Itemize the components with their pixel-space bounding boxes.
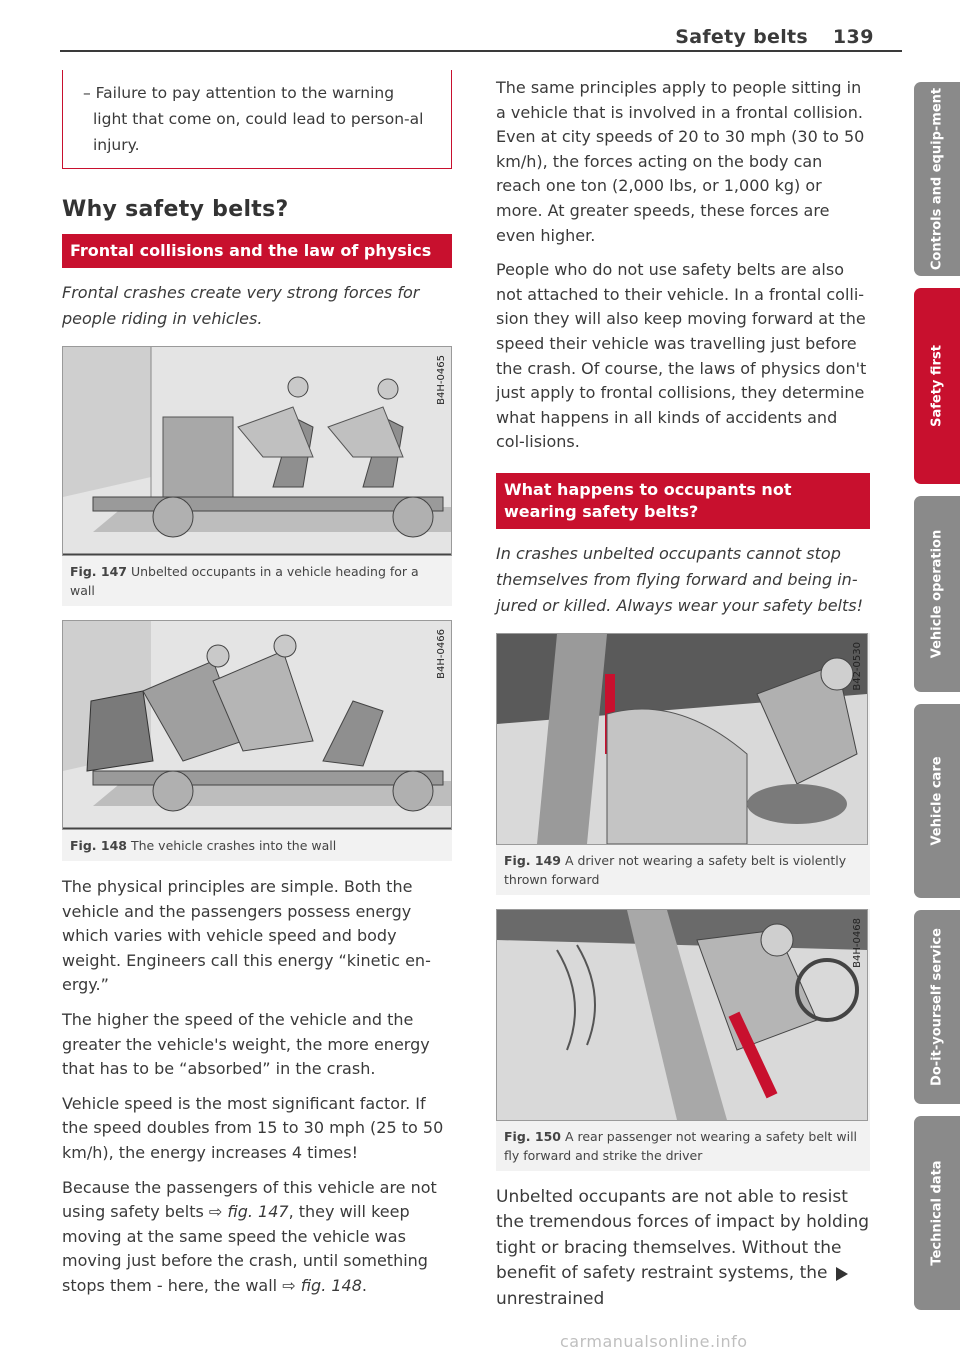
figure-label: Fig. 150 (504, 1128, 561, 1144)
subsection-band: What happens to occupants not wearing safety belts? (496, 473, 870, 529)
continue-arrow-icon (836, 1267, 848, 1281)
paragraph-text: . (361, 1275, 367, 1295)
paragraph-text: Because the passengers of this vehicle are not using safety belts (62, 1177, 437, 1222)
crash-illustration-icon (63, 621, 451, 829)
paragraph: The physical principles are simple. Both the vehicle and the passengers possess energy which varies with vehicle speed and body weight. Engineers call this energy “kinetic en-ergy.” (62, 877, 431, 995)
sled-illustration-icon (63, 347, 451, 555)
intro-text: In crashes unbelted occupants cannot stop themselves from flying forward and being in-jured or killed. Always wear your safety belts! (496, 543, 864, 615)
tab-label: Controls and equip-ment (929, 87, 945, 271)
paragraph-text: , they will keep moving at the same speed the vehicle was moving just before the crash, until something stops them - here, the wall (62, 1202, 428, 1295)
figure-147-illustration (62, 346, 452, 556)
paragraph: Unbelted occupants are not able to resist the tremendous forces of impact by holding tight or bracing themselves. Without the benefit of safety restraint systems, the unrestrained (496, 1186, 870, 1309)
figure-code: B4H-0465 (436, 355, 447, 405)
figure-caption (62, 830, 452, 855)
paragraph: The higher the speed of the vehicle and the greater the vehicle's weight, the more energy that has to be “absorbed” in the crash. (62, 1009, 430, 1079)
watermark: carmanualsonline.info (560, 1332, 748, 1351)
figure-caption-text: A rear passenger not wearing a safety belt will fly forward and strike the driver (504, 1128, 858, 1163)
figure-caption-text: The vehicle crashes into the wall (130, 838, 337, 853)
section-title: Why safety belts? (62, 197, 289, 222)
right-column (496, 76, 870, 1322)
figure-150-illustration (496, 909, 868, 1121)
figure-code: B4H-0468 (852, 917, 863, 968)
figure-label: Fig. 147 (70, 564, 127, 579)
tab-label: Do-it-yourself service (929, 928, 945, 1086)
figure-label: Fig. 148 (70, 838, 127, 853)
figure-147 (62, 346, 452, 606)
warning-box (62, 70, 452, 169)
figure-code: B42-0530 (852, 641, 863, 691)
tab-label: Safety first (929, 345, 945, 427)
figure-label: Fig. 149 (504, 852, 561, 868)
tab-vehicle-care[interactable] (914, 704, 960, 898)
figure-148 (62, 620, 452, 861)
rear-passenger-illustration-icon (497, 910, 867, 1120)
running-title: Safety belts (675, 26, 808, 48)
driver-illustration-icon (497, 634, 867, 844)
tab-safety-first[interactable] (914, 288, 960, 484)
left-column (62, 70, 452, 1309)
warning-item: – Failure to pay attention to the warning light that come on, could lead to person-al injury. (83, 84, 424, 154)
paragraph: People who do not use safety belts are also not attached to their vehicle. In a frontal colli-sion they will also keep moving forward at the speed their vehicle was travelling just before the crash. Of course, the laws of physics don't just apply to frontal collisions, they determine what happens in all kinds of accidents and col-lisions. (496, 260, 867, 452)
intro-text: Frontal crashes create very strong forces for people riding in vehicles. (62, 283, 420, 328)
figure-caption-text: Unbelted occupants in a vehicle heading for a wall (70, 564, 419, 598)
figure-150 (496, 909, 870, 1171)
figure-code: B4H-0466 (436, 629, 447, 679)
tab-technical-data[interactable] (914, 1116, 960, 1310)
subsection-band: Frontal collisions and the law of physics (62, 234, 452, 268)
figure-caption (496, 845, 870, 889)
paragraph: Vehicle speed is the most significant factor. If the speed doubles from 15 to 30 mph (25 to 50 km/h), the energy increases 4 times! (62, 1093, 444, 1162)
header-rule (60, 50, 902, 52)
figure-148-illustration (62, 620, 452, 830)
page-number: 139 (832, 26, 874, 48)
figure-caption (62, 556, 452, 600)
figure-reference-link[interactable]: ⇨ fig. 147 (208, 1202, 289, 1222)
figure-149-illustration (496, 633, 868, 845)
paragraph: The same principles apply to people sitting in a vehicle that is involved in a frontal collision. Even at city speeds of 20 to 30 mph (30 to 50 km/h), the forces acting on the body can reach one ton (2,000 lbs, or 1,000 kg) or more. At greater speeds, these forces are even higher. (496, 78, 865, 245)
tab-vehicle-operation[interactable] (914, 496, 960, 692)
tab-controls-and-equipment[interactable] (914, 82, 960, 276)
tab-do-it-yourself-service[interactable] (914, 910, 960, 1104)
tab-label: Vehicle care (929, 756, 945, 846)
figure-caption-text: A driver not wearing a safety belt is violently thrown forward (504, 852, 847, 887)
tab-label: Vehicle operation (929, 529, 945, 659)
page-header (60, 0, 900, 56)
figure-caption (496, 1121, 870, 1165)
figure-149 (496, 633, 870, 895)
tab-label: Technical data (929, 1160, 945, 1266)
figure-reference-link[interactable]: ⇨ fig. 148 (282, 1275, 362, 1295)
paragraph (62, 1176, 452, 1299)
